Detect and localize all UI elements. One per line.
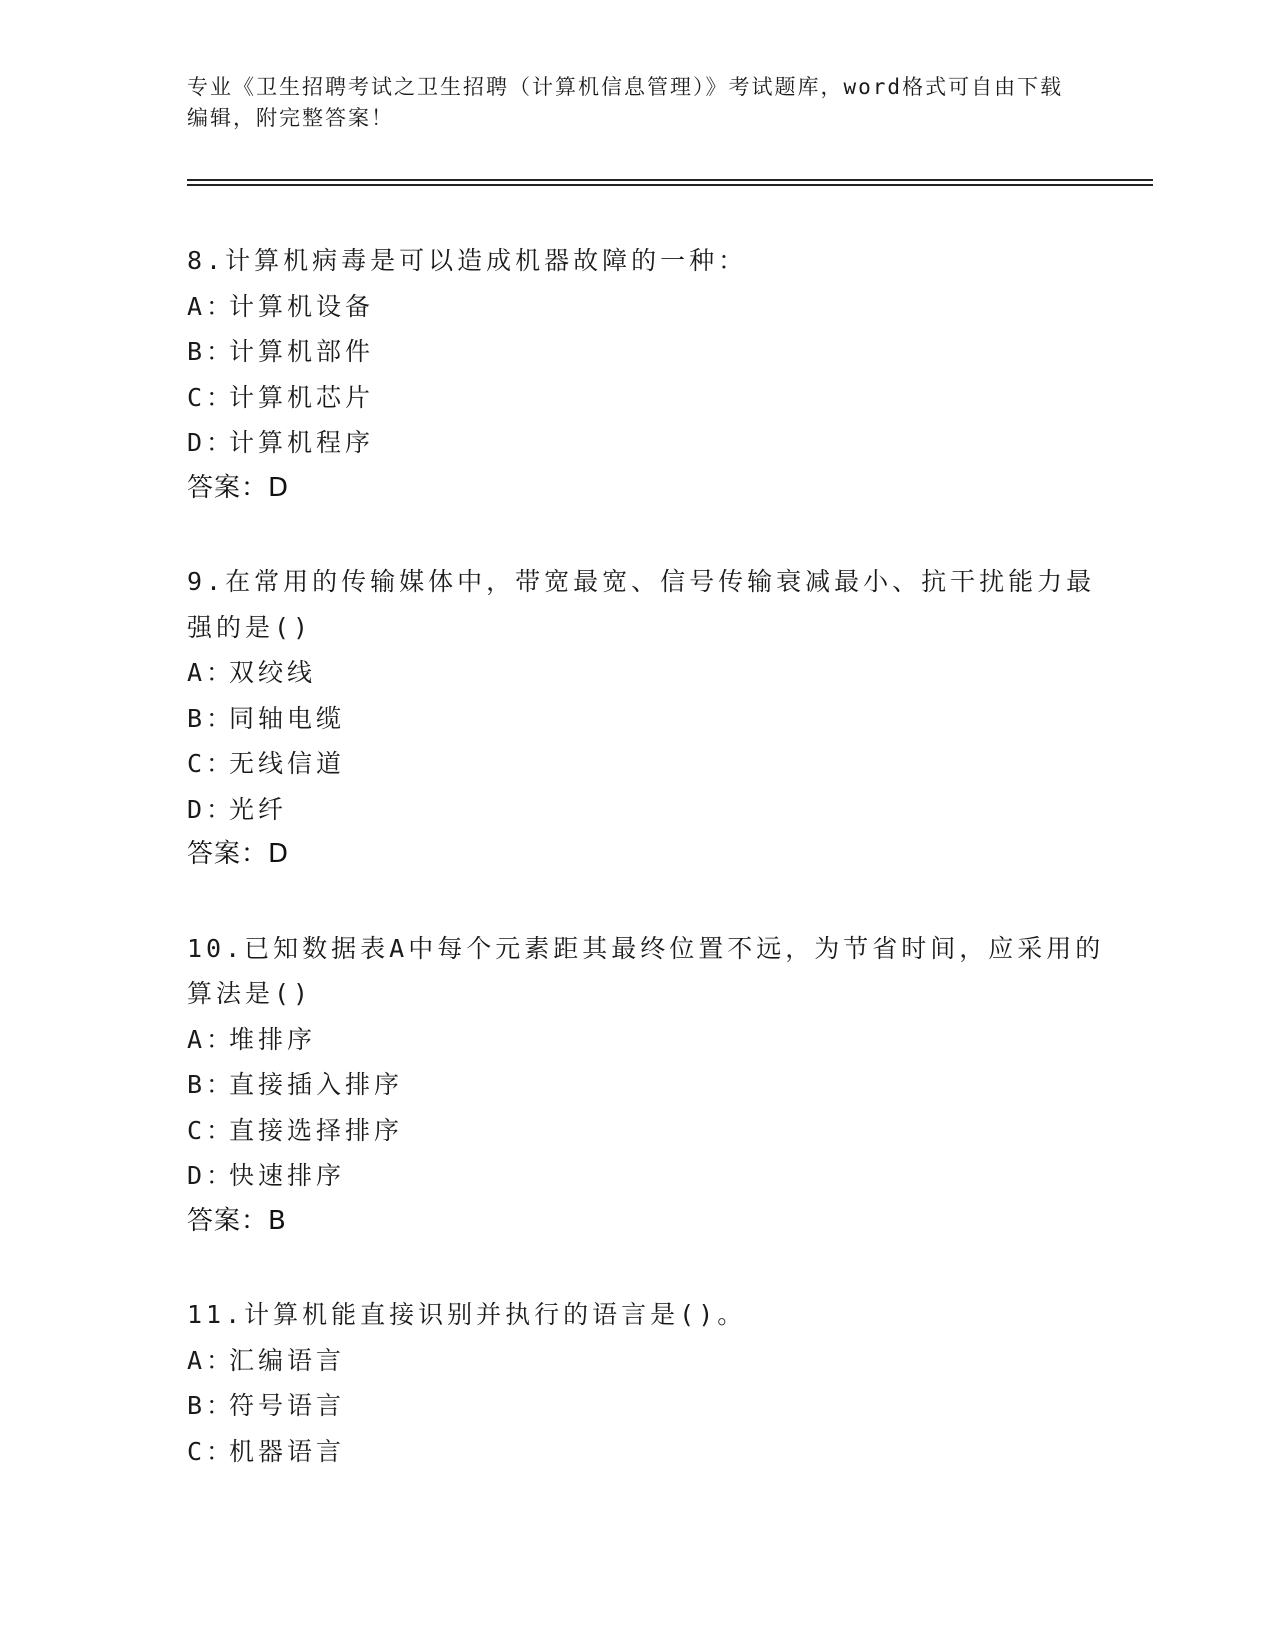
question-stem: 8.计算机病毒是可以造成机器故障的一种：	[187, 246, 748, 275]
option-c	[187, 1108, 1107, 1154]
option-a	[187, 284, 1107, 330]
option-letter: B：	[187, 703, 236, 733]
header-divider-bottom	[187, 184, 1153, 186]
question-item	[187, 238, 1107, 511]
option-text: 机器语言	[229, 1436, 346, 1466]
option-text: 同轴电缆	[229, 703, 346, 733]
option-b	[187, 1383, 1107, 1429]
option-c	[187, 741, 1107, 787]
option-letter: A：	[187, 658, 236, 687]
option-text: 无线信道	[229, 749, 346, 778]
answer-line: 答案：B	[187, 1205, 287, 1236]
option-text: 计算机程序	[229, 428, 375, 457]
option-d	[187, 787, 1107, 833]
question-item	[187, 559, 1107, 878]
option-letter: B：	[187, 1391, 236, 1420]
option-c	[187, 375, 1107, 421]
option-c	[187, 1429, 1107, 1475]
option-text: 双绞线	[229, 658, 317, 687]
option-text: 直接选择排序	[229, 1115, 404, 1145]
option-letter: B：	[187, 1070, 236, 1099]
option-a	[187, 1338, 1107, 1384]
option-letter: D：	[187, 428, 236, 457]
option-text: 符号语言	[229, 1391, 346, 1420]
option-letter: B：	[187, 337, 236, 366]
option-letter: C：	[187, 382, 236, 412]
question-stem: 9.在常用的传输媒体中，带宽最宽、信号传输衰减最小、抗干扰能力最强的是()	[187, 567, 1096, 642]
option-letter: C：	[187, 749, 236, 778]
option-letter: A：	[187, 291, 236, 321]
option-letter: D：	[187, 794, 236, 824]
document-header: 专业《卫生招聘考试之卫生招聘（计算机信息管理）》考试题库，word格式可自由下载编辑，附完整答案！	[187, 75, 1064, 130]
question-item	[187, 1292, 1107, 1474]
question-stem: 10.已知数据表A中每个元素距其最终位置不远，为节省时间，应采用的算法是()	[187, 933, 1105, 1008]
option-a	[187, 1017, 1107, 1063]
option-letter: A：	[187, 1024, 236, 1054]
option-text: 计算机芯片	[229, 382, 375, 412]
option-text: 堆排序	[229, 1024, 317, 1054]
option-b	[187, 329, 1107, 375]
option-a	[187, 650, 1107, 696]
header-divider-top	[187, 179, 1153, 181]
answer-line: 答案：D	[187, 839, 290, 869]
option-b	[187, 696, 1107, 742]
question-item	[187, 926, 1107, 1245]
option-letter: C：	[187, 1115, 236, 1145]
option-letter: D：	[187, 1161, 236, 1190]
option-text: 快速排序	[229, 1161, 346, 1190]
option-b	[187, 1062, 1107, 1108]
option-text: 计算机设备	[229, 291, 375, 321]
option-text: 光纤	[229, 794, 288, 824]
option-d	[187, 1153, 1107, 1199]
question-stem: 11.计算机能直接识别并执行的语言是()。	[187, 1300, 747, 1329]
option-text: 计算机部件	[229, 337, 375, 366]
option-d	[187, 420, 1107, 466]
option-text: 直接插入排序	[229, 1070, 404, 1099]
option-text: 汇编语言	[229, 1345, 346, 1375]
answer-line: 答案：D	[187, 472, 290, 503]
option-letter: C：	[187, 1436, 236, 1466]
option-letter: A：	[187, 1345, 236, 1375]
question-list	[187, 238, 1107, 1522]
